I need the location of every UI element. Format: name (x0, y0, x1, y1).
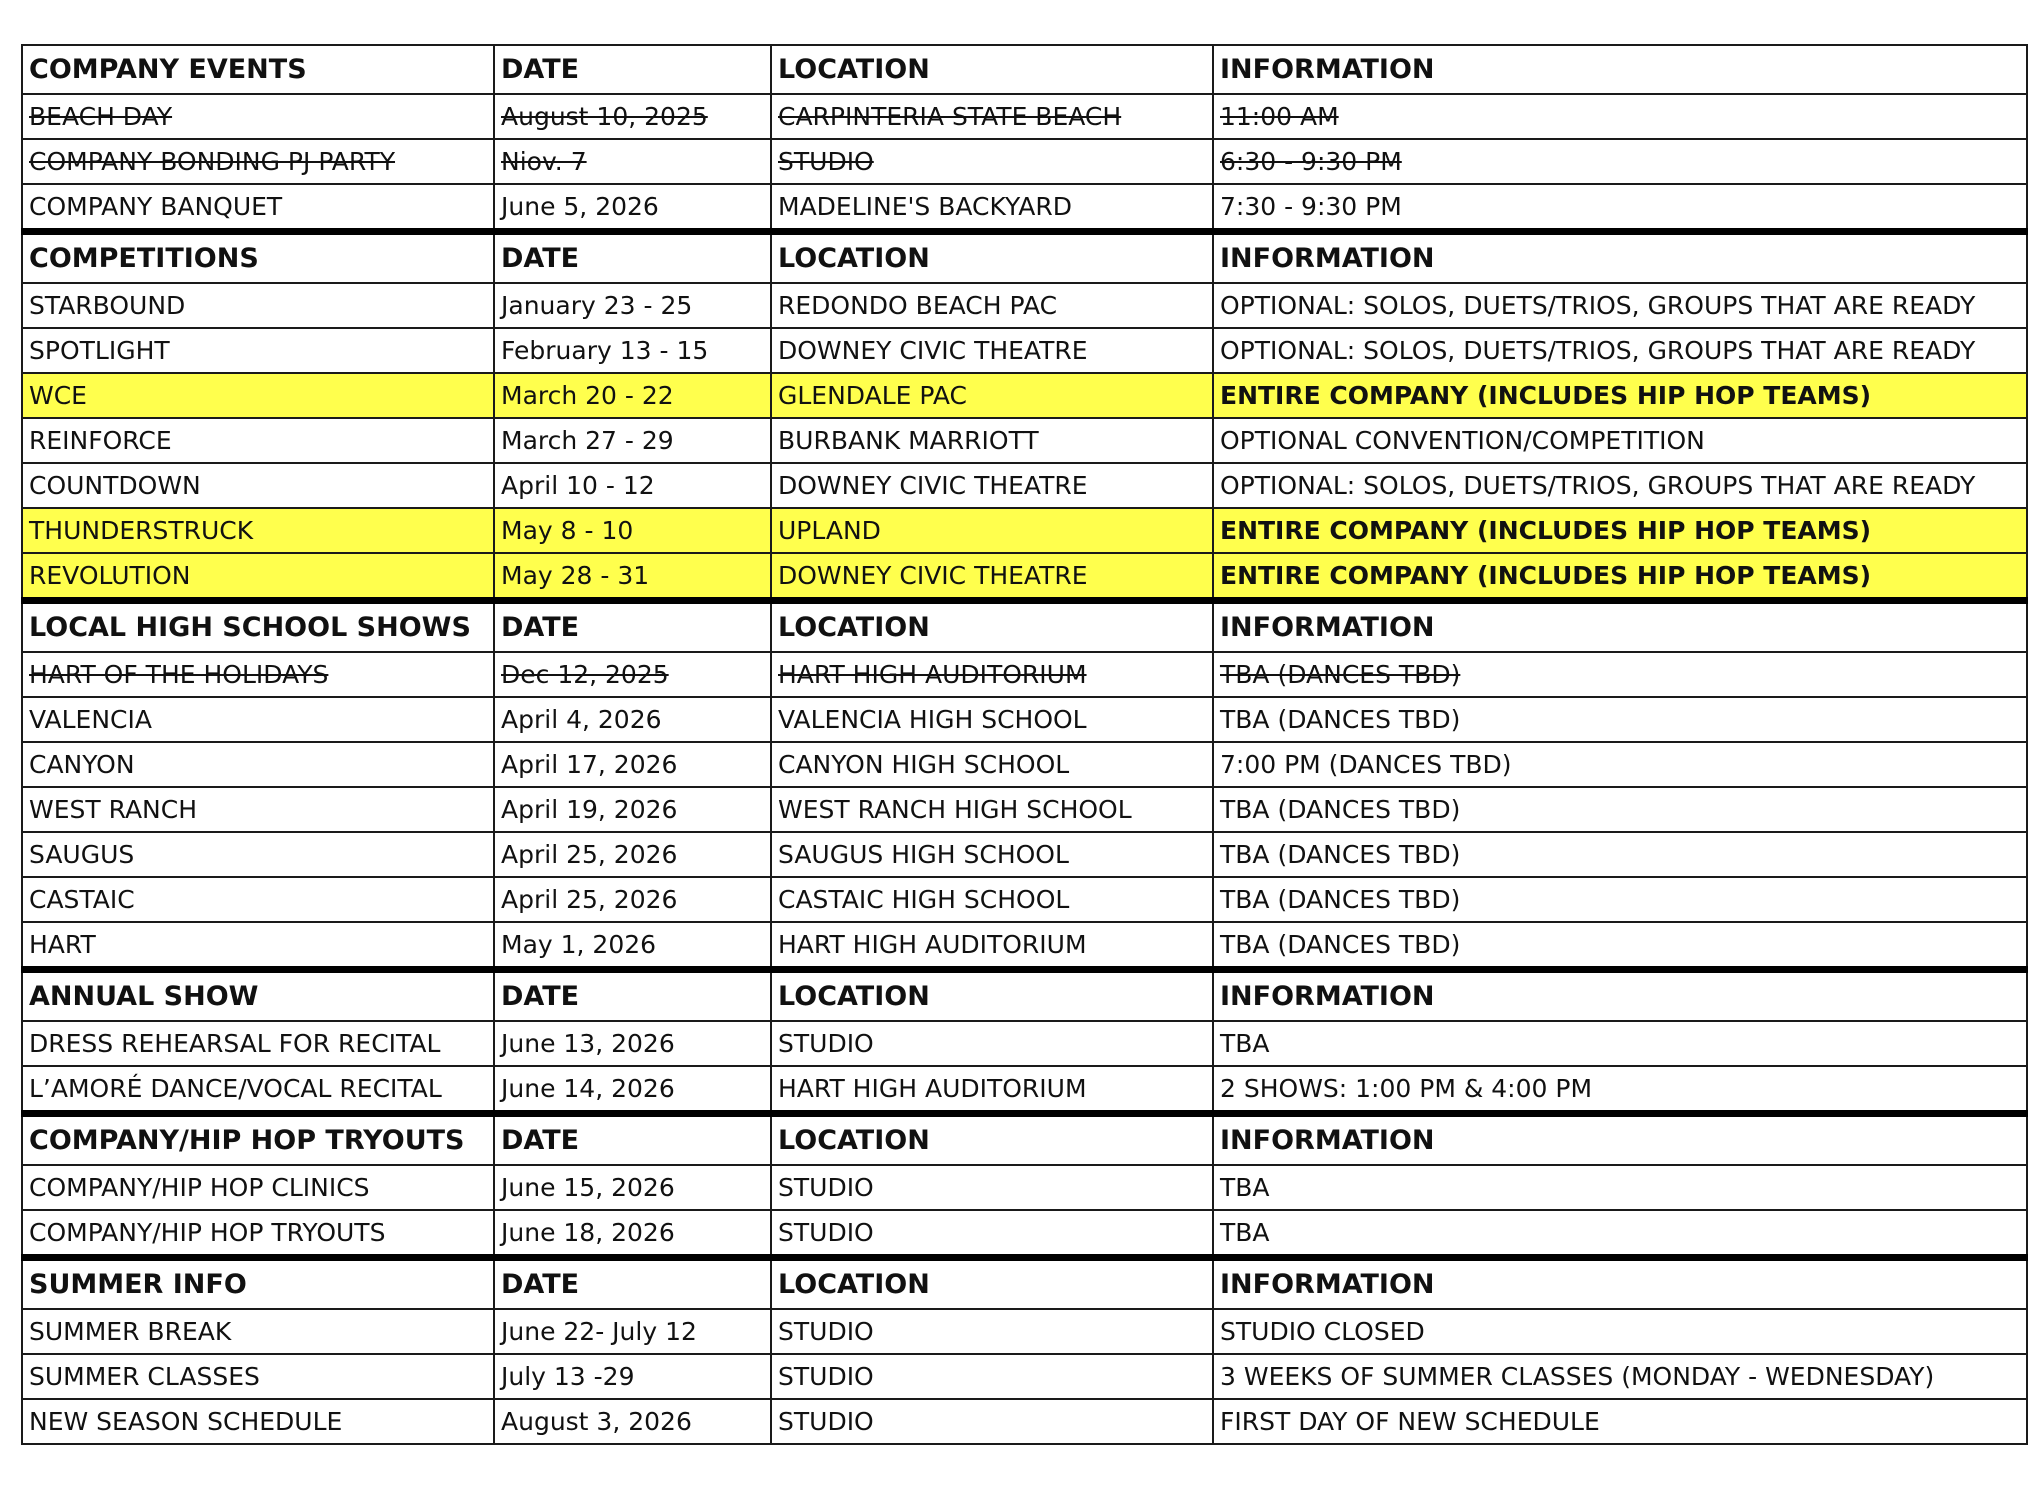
cell-date: August 10, 2025 (494, 94, 771, 139)
cell-information: FIRST DAY OF NEW SCHEDULE (1213, 1399, 2027, 1444)
table-row (22, 283, 2027, 328)
header-date: DATE (494, 1258, 771, 1310)
cell-information: ENTIRE COMPANY (INCLUDES HIP HOP TEAMS) (1213, 553, 2027, 601)
header-information: INFORMATION (1213, 1114, 2027, 1166)
cell-location: STUDIO (771, 1309, 1213, 1354)
cell-event: CANYON (22, 742, 494, 787)
section-header-row (22, 45, 2027, 94)
cell-information: 7:30 - 9:30 PM (1213, 184, 2027, 232)
cell-location: HART HIGH AUDITORIUM (771, 652, 1213, 697)
cell-event: VALENCIA (22, 697, 494, 742)
cell-location: STUDIO (771, 139, 1213, 184)
cell-date: June 22- July 12 (494, 1309, 771, 1354)
cell-location: UPLAND (771, 508, 1213, 553)
cell-information: OPTIONAL CONVENTION/COMPETITION (1213, 418, 2027, 463)
cell-event: CASTAIC (22, 877, 494, 922)
cell-information: OPTIONAL: SOLOS, DUETS/TRIOS, GROUPS THAT ARE READY (1213, 283, 2027, 328)
section-header-row (22, 601, 2027, 653)
table-row (22, 832, 2027, 877)
cell-event: SUMMER CLASSES (22, 1354, 494, 1399)
table-row (22, 463, 2027, 508)
cell-date: April 25, 2026 (494, 832, 771, 877)
cell-information: 3 WEEKS OF SUMMER CLASSES (MONDAY - WEDNESDAY) (1213, 1354, 2027, 1399)
cell-event: COMPANY BANQUET (22, 184, 494, 232)
header-date: DATE (494, 601, 771, 653)
cell-event: NEW SEASON SCHEDULE (22, 1399, 494, 1444)
cell-information: TBA (DANCES TBD) (1213, 787, 2027, 832)
schedule-body (22, 45, 2027, 1444)
header-location: LOCATION (771, 601, 1213, 653)
cell-location: DOWNEY CIVIC THEATRE (771, 553, 1213, 601)
cell-information: 2 SHOWS: 1:00 PM & 4:00 PM (1213, 1066, 2027, 1114)
header-information: INFORMATION (1213, 45, 2027, 94)
cell-date: May 8 - 10 (494, 508, 771, 553)
cell-date: Dec 12, 2025 (494, 652, 771, 697)
cell-location: HART HIGH AUDITORIUM (771, 1066, 1213, 1114)
header-event: COMPETITIONS (22, 232, 494, 284)
schedule-table (21, 44, 2028, 1445)
table-row (22, 877, 2027, 922)
header-event: LOCAL HIGH SCHOOL SHOWS (22, 601, 494, 653)
cell-date: August 3, 2026 (494, 1399, 771, 1444)
cell-date: June 18, 2026 (494, 1210, 771, 1258)
cell-information: 6:30 - 9:30 PM (1213, 139, 2027, 184)
cell-information: TBA (DANCES TBD) (1213, 652, 2027, 697)
cell-date: April 25, 2026 (494, 877, 771, 922)
cell-date: March 20 - 22 (494, 373, 771, 418)
cell-date: June 15, 2026 (494, 1165, 771, 1210)
cell-date: April 17, 2026 (494, 742, 771, 787)
section-header-row (22, 1258, 2027, 1310)
cell-location: REDONDO BEACH PAC (771, 283, 1213, 328)
cell-information: 7:00 PM (DANCES TBD) (1213, 742, 2027, 787)
cell-location: STUDIO (771, 1354, 1213, 1399)
cell-information: ENTIRE COMPANY (INCLUDES HIP HOP TEAMS) (1213, 373, 2027, 418)
cell-location: STUDIO (771, 1399, 1213, 1444)
header-event: SUMMER INFO (22, 1258, 494, 1310)
table-row (22, 328, 2027, 373)
cell-date: Niov. 7 (494, 139, 771, 184)
cell-event: COMPANY/HIP HOP TRYOUTS (22, 1210, 494, 1258)
header-information: INFORMATION (1213, 232, 2027, 284)
header-date: DATE (494, 45, 771, 94)
table-row (22, 652, 2027, 697)
cell-location: DOWNEY CIVIC THEATRE (771, 328, 1213, 373)
cell-information: TBA (DANCES TBD) (1213, 877, 2027, 922)
cell-event: L’AMORÉ DANCE/VOCAL RECITAL (22, 1066, 494, 1114)
header-location: LOCATION (771, 1114, 1213, 1166)
cell-information: 11:00 AM (1213, 94, 2027, 139)
cell-event: STARBOUND (22, 283, 494, 328)
cell-event: HART OF THE HOLIDAYS (22, 652, 494, 697)
cell-information: OPTIONAL: SOLOS, DUETS/TRIOS, GROUPS THAT ARE READY (1213, 463, 2027, 508)
cell-date: June 14, 2026 (494, 1066, 771, 1114)
table-row (22, 1165, 2027, 1210)
section-header-row (22, 970, 2027, 1022)
table-row (22, 742, 2027, 787)
table-row (22, 373, 2027, 418)
cell-date: June 5, 2026 (494, 184, 771, 232)
header-date: DATE (494, 1114, 771, 1166)
cell-location: STUDIO (771, 1210, 1213, 1258)
cell-event: COMPANY BONDING PJ PARTY (22, 139, 494, 184)
section-header-row (22, 232, 2027, 284)
cell-event: BEACH DAY (22, 94, 494, 139)
cell-information: TBA (DANCES TBD) (1213, 697, 2027, 742)
header-location: LOCATION (771, 45, 1213, 94)
cell-date: July 13 -29 (494, 1354, 771, 1399)
header-date: DATE (494, 232, 771, 284)
header-information: INFORMATION (1213, 1258, 2027, 1310)
cell-event: WEST RANCH (22, 787, 494, 832)
cell-location: CANYON HIGH SCHOOL (771, 742, 1213, 787)
cell-event: REINFORCE (22, 418, 494, 463)
cell-event: COUNTDOWN (22, 463, 494, 508)
cell-location: DOWNEY CIVIC THEATRE (771, 463, 1213, 508)
table-row (22, 1399, 2027, 1444)
cell-information: TBA (1213, 1021, 2027, 1066)
cell-location: VALENCIA HIGH SCHOOL (771, 697, 1213, 742)
cell-date: April 10 - 12 (494, 463, 771, 508)
cell-location: SAUGUS HIGH SCHOOL (771, 832, 1213, 877)
cell-location: CASTAIC HIGH SCHOOL (771, 877, 1213, 922)
cell-information: ENTIRE COMPANY (INCLUDES HIP HOP TEAMS) (1213, 508, 2027, 553)
cell-information: STUDIO CLOSED (1213, 1309, 2027, 1354)
table-row (22, 922, 2027, 970)
cell-location: HART HIGH AUDITORIUM (771, 922, 1213, 970)
cell-event: REVOLUTION (22, 553, 494, 601)
header-information: INFORMATION (1213, 601, 2027, 653)
cell-information: TBA (1213, 1165, 2027, 1210)
table-row (22, 94, 2027, 139)
table-row (22, 1066, 2027, 1114)
table-row (22, 418, 2027, 463)
table-row (22, 553, 2027, 601)
cell-date: May 1, 2026 (494, 922, 771, 970)
cell-event: HART (22, 922, 494, 970)
header-event: COMPANY/HIP HOP TRYOUTS (22, 1114, 494, 1166)
header-date: DATE (494, 970, 771, 1022)
table-row (22, 1354, 2027, 1399)
header-event: COMPANY EVENTS (22, 45, 494, 94)
cell-event: SAUGUS (22, 832, 494, 877)
cell-date: January 23 - 25 (494, 283, 771, 328)
cell-location: CARPINTERIA STATE BEACH (771, 94, 1213, 139)
cell-date: May 28 - 31 (494, 553, 771, 601)
header-event: ANNUAL SHOW (22, 970, 494, 1022)
table-row (22, 184, 2027, 232)
cell-location: MADELINE'S BACKYARD (771, 184, 1213, 232)
table-row (22, 787, 2027, 832)
cell-date: February 13 - 15 (494, 328, 771, 373)
header-information: INFORMATION (1213, 970, 2027, 1022)
cell-location: GLENDALE PAC (771, 373, 1213, 418)
cell-date: March 27 - 29 (494, 418, 771, 463)
cell-location: STUDIO (771, 1021, 1213, 1066)
header-location: LOCATION (771, 1258, 1213, 1310)
cell-date: June 13, 2026 (494, 1021, 771, 1066)
cell-event: COMPANY/HIP HOP CLINICS (22, 1165, 494, 1210)
cell-location: BURBANK MARRIOTT (771, 418, 1213, 463)
table-row (22, 139, 2027, 184)
table-row (22, 1210, 2027, 1258)
header-location: LOCATION (771, 232, 1213, 284)
cell-date: April 19, 2026 (494, 787, 771, 832)
cell-information: OPTIONAL: SOLOS, DUETS/TRIOS, GROUPS THAT ARE READY (1213, 328, 2027, 373)
table-row (22, 697, 2027, 742)
cell-date: April 4, 2026 (494, 697, 771, 742)
cell-location: WEST RANCH HIGH SCHOOL (771, 787, 1213, 832)
cell-information: TBA (DANCES TBD) (1213, 922, 2027, 970)
table-row (22, 1309, 2027, 1354)
section-header-row (22, 1114, 2027, 1166)
header-location: LOCATION (771, 970, 1213, 1022)
cell-information: TBA (1213, 1210, 2027, 1258)
cell-event: THUNDERSTRUCK (22, 508, 494, 553)
cell-location: STUDIO (771, 1165, 1213, 1210)
cell-event: SUMMER BREAK (22, 1309, 494, 1354)
table-row (22, 508, 2027, 553)
cell-information: TBA (DANCES TBD) (1213, 832, 2027, 877)
cell-event: DRESS REHEARSAL FOR RECITAL (22, 1021, 494, 1066)
cell-event: WCE (22, 373, 494, 418)
table-row (22, 1021, 2027, 1066)
cell-event: SPOTLIGHT (22, 328, 494, 373)
